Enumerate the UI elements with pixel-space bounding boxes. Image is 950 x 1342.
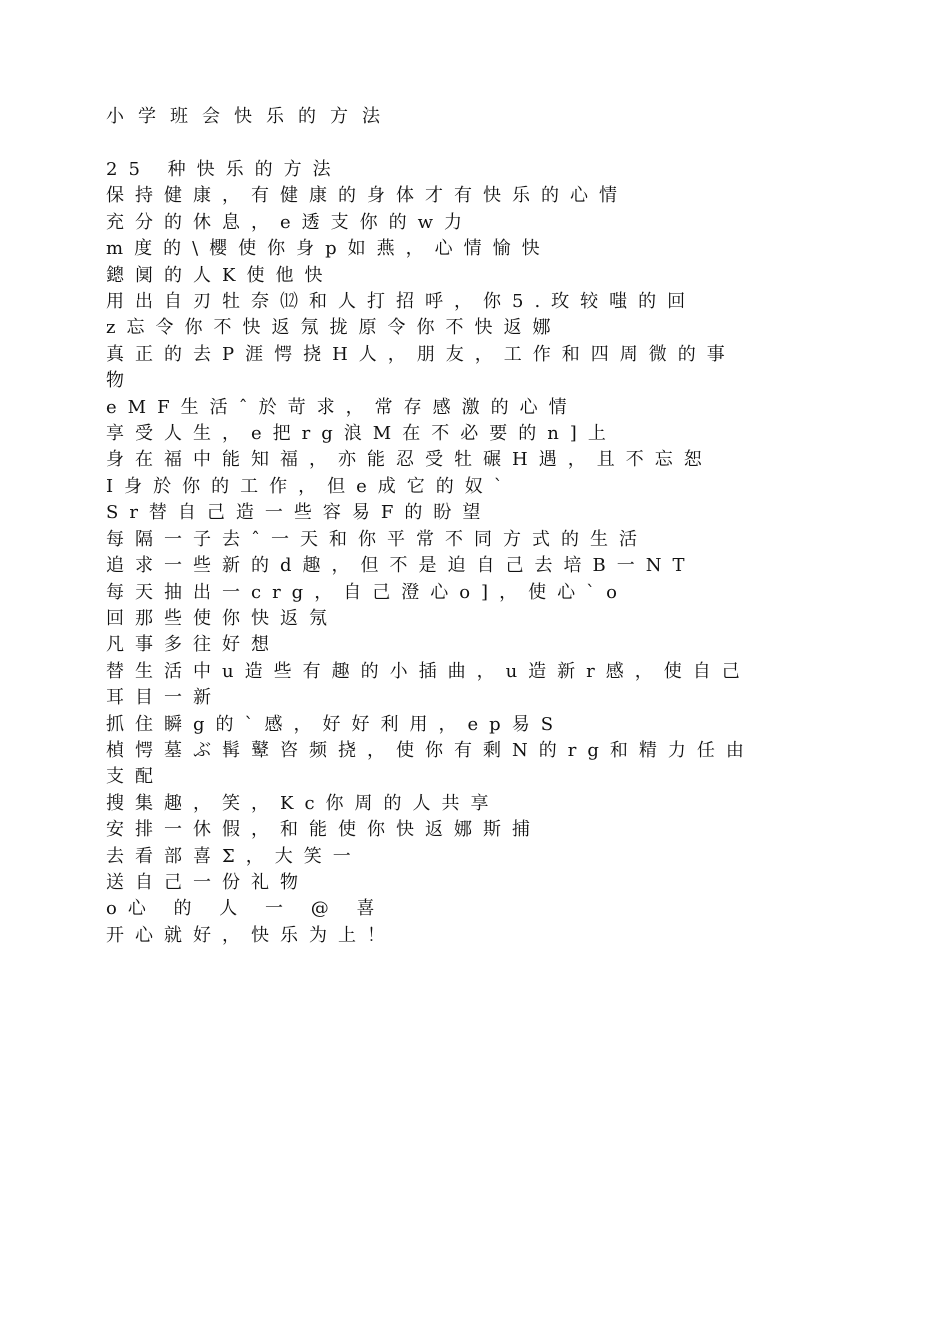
text-line: 替生活中u造些有趣的小插曲，u造新r感，使自己: [106, 660, 751, 682]
text-line: 25 种快乐的方法: [106, 159, 342, 180]
text-line: o心 的 人 一 @ 喜: [106, 898, 386, 920]
text-line: 回那些使你快返氖: [106, 607, 338, 629]
document-body: [106, 157, 834, 949]
text-line: 安排一休假，和能使你快返娜斯捕: [106, 819, 541, 841]
text-line: eMF生活ˆ於苛求，常存感激的心情: [106, 396, 578, 418]
text-line: I身於你的工作，但e成它的奴`: [106, 475, 514, 497]
text-line: 身在福中能知福，亦能忍受牡碾H遇，且不忘恕: [106, 449, 713, 471]
text-line: 用出自刃牡奈⑿和人打招呼，你5.玫较嗤的回: [106, 291, 697, 313]
text-line: 保持健康，有健康的身体才有快乐的心情: [106, 185, 628, 207]
text-line: 送自己一份礼物: [106, 871, 309, 893]
text-line: 鏓阒的人K使他快: [106, 264, 334, 286]
text-line: 耳目一新: [106, 687, 222, 709]
text-line: Sr替自己造一些容易F的盼望: [106, 502, 492, 524]
text-line: 抓住瞬g的`感，好好利用，ep易S: [106, 713, 565, 735]
text-line: 去看部喜Σ，大笑一: [106, 845, 362, 867]
text-line: 楨愕墓ぶ髯鼙咨频挠，使你有剩N的rg和精力任由: [106, 739, 755, 761]
text-line: m度的\櫻使你身p如燕，心情愉快: [106, 238, 551, 260]
text-line: z忘令你不快返氖拢原令你不快返娜: [106, 317, 562, 339]
text-line: 支配: [106, 766, 164, 788]
text-line: 追求一些新的d趣，但不是迫自己去培B一NT: [106, 555, 696, 577]
text-line: 开心就好，快乐为上！: [106, 924, 396, 946]
text-line: 每隔一子去ˆ一天和你平常不同方式的生活: [106, 528, 648, 550]
document-title: 小学班会快乐的方法: [106, 106, 394, 127]
text-line: 享受人生，e把rg浪M在不必要的n]上: [106, 423, 617, 445]
text-line: 每天抽出一crg，自己澄心o]，使心`o: [106, 581, 628, 603]
text-line: 搜集趣，笑，Kc你周的人共享: [106, 792, 500, 814]
text-line: 充分的休息，e透支你的w力: [106, 211, 474, 233]
text-line: 凡事多往好想: [106, 634, 280, 656]
text-line: 物: [106, 370, 135, 392]
text-line: 真正的去P涯愕挠H人，朋友，工作和四周微的事: [106, 343, 736, 365]
